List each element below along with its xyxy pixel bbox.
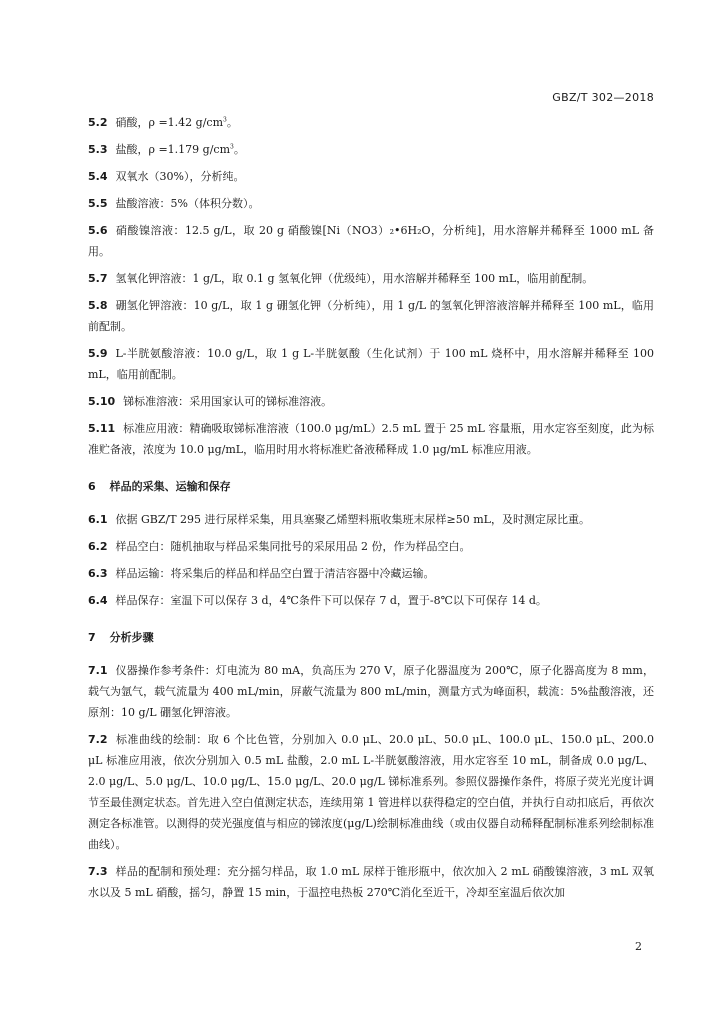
clause-number: 5.9 xyxy=(88,347,108,360)
clause-5-8 xyxy=(88,295,654,337)
clause-number: 5.2 xyxy=(88,116,108,129)
clause-text: 硝酸，ρ =1.42 g/cm xyxy=(115,116,224,129)
clause-text: 标准应用液：精确吸取锑标准溶液（100.0 μg/mL）2.5 mL 置于 25 mL 容量瓶，用水定容至刻度，此为标准贮备液，浓度为 10.0 μg/mL，临用时用水将标准贮备液稀释成 1.0 μg/mL 标准应用液。 xyxy=(88,422,654,456)
clause-tail: 。 xyxy=(226,116,238,129)
clause-number: 5.10 xyxy=(88,395,116,408)
clause-6-1 xyxy=(88,509,654,530)
clause-5-7 xyxy=(88,268,654,289)
clause-number: 6.3 xyxy=(88,567,108,580)
section-number: 7 xyxy=(88,631,96,644)
clause-5-4 xyxy=(88,166,654,187)
clause-5-9 xyxy=(88,343,654,385)
clause-number: 7.3 xyxy=(88,865,108,878)
clause-text: 依据 GBZ/T 295 进行尿样采集，用具塞聚乙烯塑料瓶收集班末尿样≥50 mL，及时测定尿比重。 xyxy=(115,513,590,526)
superscript: 3 xyxy=(223,116,227,124)
page-number: 2 xyxy=(635,940,642,953)
clause-number: 5.11 xyxy=(88,422,116,435)
clause-text: 样品保存：室温下可以保存 3 d，4℃条件下可以保存 7 d，置于-8℃以下可保存 14 d。 xyxy=(115,594,547,607)
clause-text: 样品空白：随机抽取与样品采集同批号的采尿用品 2 份，作为样品空白。 xyxy=(115,540,471,553)
section-number: 6 xyxy=(88,480,96,493)
clause-5-10 xyxy=(88,391,654,412)
clause-text: 样品运输：将采集后的样品和样品空白置于清洁容器中冷藏运输。 xyxy=(115,567,435,580)
clause-text: 硼氢化钾溶液：10 g/L，取 1 g 硼氢化钾（分析纯），用 1 g/L 的氢氧化钾溶液溶解并稀释至 100 mL，临用前配制。 xyxy=(88,299,654,333)
clause-text: 盐酸，ρ =1.179 g/cm xyxy=(115,143,231,156)
clause-7-1 xyxy=(88,660,654,723)
clause-number: 7.1 xyxy=(88,664,108,677)
clause-number: 5.6 xyxy=(88,224,108,237)
clause-text: 盐酸溶液：5%（体积分数）。 xyxy=(115,197,260,210)
clause-7-3 xyxy=(88,861,654,903)
clause-number: 5.3 xyxy=(88,143,108,156)
clause-5-2 xyxy=(88,112,654,133)
clause-number: 7.2 xyxy=(88,733,108,746)
clause-number: 5.7 xyxy=(88,272,108,285)
section-heading-7 xyxy=(88,627,654,648)
clause-5-6 xyxy=(88,220,654,262)
clause-6-4 xyxy=(88,590,654,611)
clause-number: 6.2 xyxy=(88,540,108,553)
clause-text: 硝酸镍溶液：12.5 g/L，取 20 g 硝酸镍[Ni（NO3）₂•6H₂O，分析纯]，用水溶解并稀释至 1000 mL 备用。 xyxy=(88,224,654,258)
clause-number: 5.8 xyxy=(88,299,108,312)
clause-text: L-半胱氨酸溶液：10.0 g/L，取 1 g L-半胱氨酸（生化试剂）于 100 mL 烧杯中，用水溶解并稀释至 100 mL，临用前配制。 xyxy=(88,347,654,381)
document-body xyxy=(88,112,654,903)
standard-code: GBZ/T 302—2018 xyxy=(552,91,654,104)
clause-5-3 xyxy=(88,139,654,160)
clause-number: 6.4 xyxy=(88,594,108,607)
section-title: 样品的采集、运输和保存 xyxy=(109,480,231,493)
clause-number: 6.1 xyxy=(88,513,108,526)
clause-text: 标准曲线的绘制：取 6 个比色管，分别加入 0.0 μL、20.0 μL、50.0 μL、100.0 μL、150.0 μL、200.0 μL 标准应用液，依次分别加入 0.5 mL 盐酸，2.0 mL L-半胱氨酸溶液，用水定容至 10 mL，制备成 0.0 μg/L、2.0 μg/L、5.0 μg/L、10.0 μg/L、15.0 μg/L、20.0 μg/L 锑标准系列。参照仪器操作条件，将原子荧光光度计调节至最佳测定状态。首先进入空白值测定状态，连续用第 1 管进样以获得稳定的空白值，并执行自动扣底后，再依次测定各标准管。以测得的荧光强度值与相应的锑浓度(μg/L)绘制标准曲线（或由仪器自动稀释配制标准系列绘制标准曲线）。 xyxy=(88,733,654,851)
clause-text: 仪器操作参考条件：灯电流为 80 mA，负高压为 270 V，原子化器温度为 200℃，原子化器高度为 8 mm，载气为氩气，载气流量为 400 mL/min，屏蔽气流量为 800 mL/min，测量方式为峰面积，载流：5%盐酸溶液，还原剂：10 g/L 硼氢化钾溶液。 xyxy=(88,664,654,719)
clause-text: 双氧水（30%），分析纯。 xyxy=(115,170,245,183)
clause-number: 5.4 xyxy=(88,170,108,183)
clause-6-2 xyxy=(88,536,654,557)
clause-7-2 xyxy=(88,729,654,855)
section-heading-6 xyxy=(88,476,654,497)
clause-5-5 xyxy=(88,193,654,214)
clause-5-11 xyxy=(88,418,654,460)
section-title: 分析步骤 xyxy=(109,631,154,644)
clause-number: 5.5 xyxy=(88,197,108,210)
clause-text: 样品的配制和预处理：充分摇匀样品，取 1.0 mL 尿样于锥形瓶中，依次加入 2 mL 硝酸镍溶液，3 mL 双氧水以及 5 mL 硝酸，摇匀，静置 15 min，于温控电热板 270℃消化至近干，冷却至室温后依次加 xyxy=(88,865,654,899)
clause-tail: 。 xyxy=(233,143,245,156)
clause-6-3 xyxy=(88,563,654,584)
superscript: 3 xyxy=(230,143,234,151)
clause-text: 锑标准溶液：采用国家认可的锑标准溶液。 xyxy=(123,395,333,408)
clause-text: 氢氧化钾溶液：1 g/L，取 0.1 g 氢氧化钾（优级纯），用水溶解并稀释至 100 mL，临用前配制。 xyxy=(115,272,594,285)
